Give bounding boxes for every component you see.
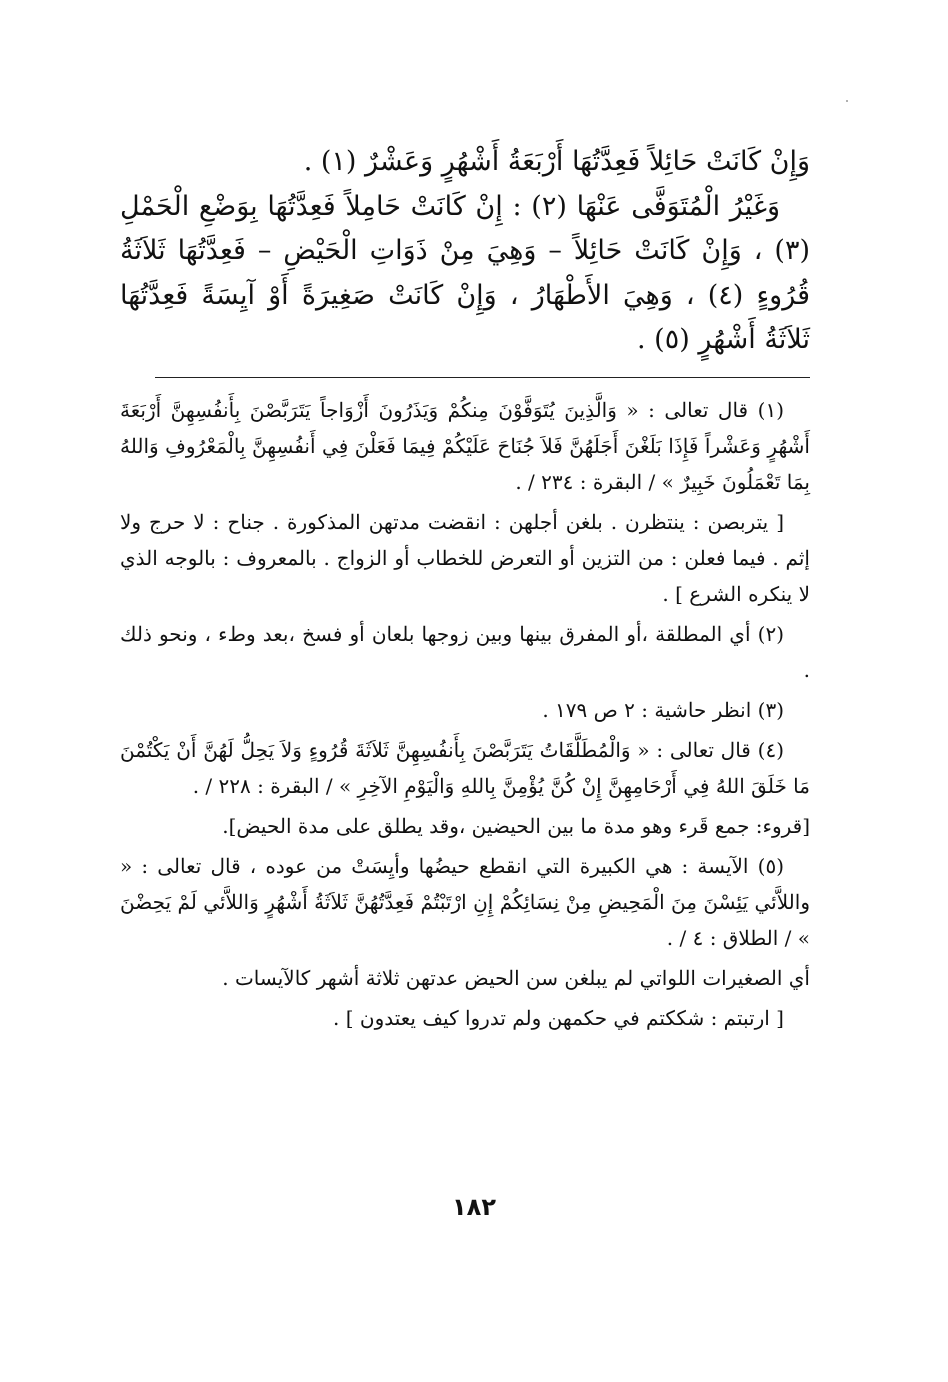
footnotes xyxy=(120,392,810,1036)
footnote-separator xyxy=(155,377,810,378)
footnote-1-glossary: [ يتربصن : ينتظرن . بلغن أجلهن : انقضت مدتهن المذكورة . جناح : لا حرج ولا إثم . فيما فعلن : من التزين أو التعرض للخطاب أو الزواج . بالمعروف : بالوجه الذي لا ينكره الشرع ] . xyxy=(120,509,810,606)
footnote-4-glossary: [قروء: جمع قَرء وهو مدة ما بين الحيضين ،وقد يطلق على مدة الحيض]. xyxy=(222,813,810,838)
footnote-4: (٤) قال تعالى : « وَالْمُطَلَّقَاتُ يَتَرَبَّصْنَ بِأَنفُسِهِنَّ ثَلاَثَةَ قُرُوءٍ وَلاَ يَحِلُّ لَهُنَّ أَنْ يَكْتُمْنَ مَا خَلَقَ اللهُ فِي أَرْحَامِهِنَّ إِنْ كُنَّ يُؤْمِنَّ بِاللهِ وَالْيَوْمِ الآخِرِ » / البقرة : ٢٢٨ / . xyxy=(120,737,810,798)
footnote-3: (٣) انظر حاشية : ٢ ص ١٧٩ . xyxy=(542,697,784,722)
footnote-1: (١) قال تعالى : « وَالَّذِينَ يُتَوَفَّوْنَ مِنكُمْ وَيَذَرُونَ أَزْوَاجاً يَتَرَبَّصْنَ بِأَنفُسِهِنَّ أَرْبَعَةَ أَشْهُرٍ وَعَشْراً فَإِذَا بَلَغْنَ أَجَلَهُنَّ فَلاَ جُنَاحَ عَلَيْكُمْ فِيمَا فَعَلْنَ فِي أَنفُسِهِنَّ بِالْمَعْرُوفِ وَاللهُ بِمَا تَعْمَلُونَ خَبِيرٌ » / البقرة : ٢٣٤ / . xyxy=(120,397,810,494)
scan-speck xyxy=(846,100,848,102)
main-text xyxy=(120,140,810,363)
footnote-5-note: أي الصغيرات اللواتي لم يبلغن سن الحيض عدتهن ثلاثة أشهر كالآيسات . xyxy=(222,965,810,990)
page-body xyxy=(120,140,810,1036)
page-number: ١٨٢ xyxy=(452,1193,496,1221)
footnote-5-glossary: [ ارتبتم : شككتم في حكمهن ولم تدروا كيف يعتدون ] . xyxy=(333,1005,784,1030)
footnote-2: (٢) أي المطلقة ،أو المفرق بينها وبين زوجها بلعان أو فسخ ،بعد وطء ، ونحو ذلك . xyxy=(120,621,810,682)
footnote-5: (٥) الآيسة : هي الكبيرة التي انقطع حيضُها وأيِسَتْ من عوده ، قال تعالى : « واللاَّئي يَئِسْنَ مِنَ الْمَحِيضِ مِنْ نِسَائِكُمْ إِنِ ارْتَبْتُمْ فَعِدَّتُهُنَّ ثَلاَثَةُ أَشْهُرٍ وَاللاَّئي لَمْ يَحِضْنَ » / الطلاق : ٤ / . xyxy=(120,853,810,950)
main-paragraph-1: وَإِنْ كَانَتْ حَائِلاً فَعِدَّتُهَا أَرْبَعَةُ أَشْهُرٍ وَعَشْرٌ (١) . xyxy=(303,146,810,177)
main-paragraph-2: وَغَيْرُ الْمُتَوَفَّى عَنْهَا (٢) : إِنْ كَانَتْ حَامِلاً فَعِدَّتُهَا بِوَضْعِ الْحَمْلِ (٣) ، وَإِنْ كَانَتْ حَائِلاً – وَهِيَ مِنْ ذَوَاتِ الْحَيْضِ – فَعِدَّتُهَا ثَلاَثَةُ قُرُوءٍ (٤) ، وَهِيَ الأَطْهَارُ ، وَإِنْ كَانَتْ صَغِيرَةً أَوْ آيِسَةً فَعِدَّتُهَا ثَلاَثَةُ أَشْهُرٍ (٥) . xyxy=(120,190,810,355)
